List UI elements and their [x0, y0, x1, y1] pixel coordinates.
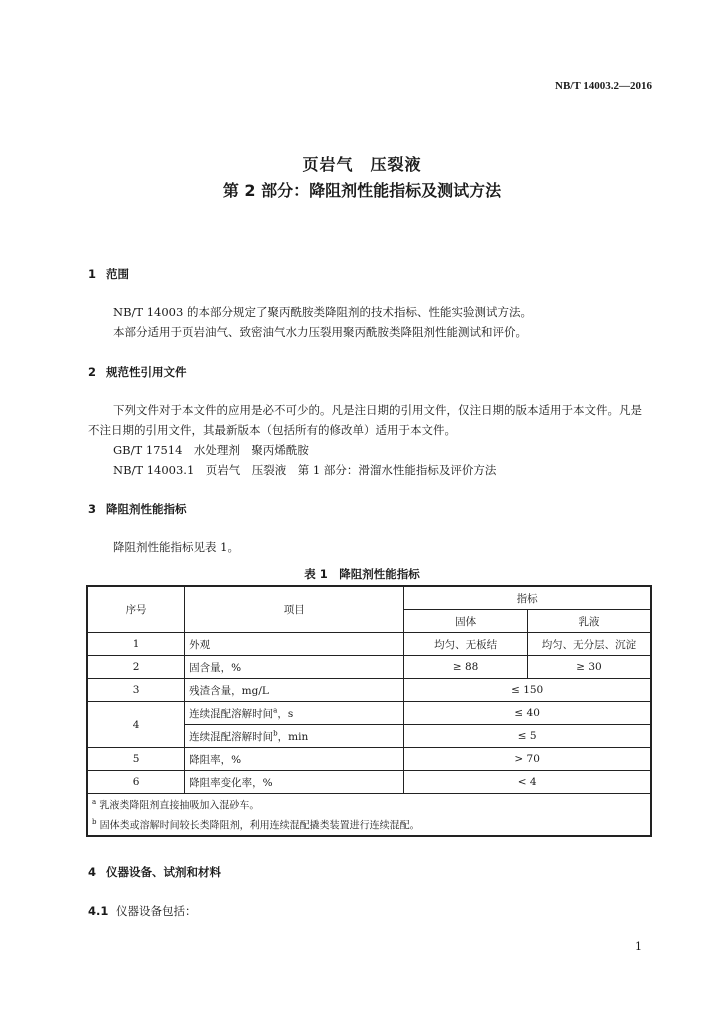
performance-table: [86, 585, 652, 837]
row-merged-value: ≤ 150: [404, 679, 651, 702]
item-text: 连续混配溶解时间: [189, 707, 274, 720]
standard-number: NB/T 14003.2—2016: [555, 80, 652, 92]
note-mark: b: [92, 818, 97, 827]
item-text: 连续混配溶解时间: [189, 730, 274, 743]
subsection-text: 仪器设备包括：: [116, 904, 197, 918]
header-index: 指标: [404, 586, 651, 610]
note-text: 乳液类降阻剂直接抽吸加入混砂车。: [99, 800, 260, 812]
header-item: 项目: [185, 586, 404, 633]
table-row: [87, 679, 651, 702]
row-merged-value: > 70: [404, 748, 651, 771]
row-emulsion: 均匀、无分层、沉淀: [527, 633, 651, 656]
row-no: 5: [87, 748, 185, 771]
section-title: 降阻剂性能指标: [106, 502, 187, 516]
table-row: [87, 771, 651, 794]
section-1-paragraph-1: NB/T 14003 的本部分规定了聚丙酰胺类降阻剂的技术指标、性能实验测试方法。: [113, 305, 532, 319]
row-merged-value: < 4: [404, 771, 651, 794]
header-emulsion: 乳液: [527, 610, 651, 633]
table-row: [87, 656, 651, 679]
section-1-paragraph-2: 本部分适用于页岩油气、致密油气水力压裂用聚丙酰胺类降阻剂性能测试和评价。: [113, 325, 527, 339]
section-title: 范围: [106, 267, 129, 281]
note-text: 固体类或溶解时间较长类降阻剂，利用连续混配撬类装置进行连续混配。: [99, 820, 420, 832]
row-merged-value: ≤ 5: [404, 725, 651, 748]
reference-2: NB/T 14003.1 页岩气 压裂液 第 1 部分：滑溜水性能指标及评价方法: [113, 463, 497, 477]
table-caption: 表 1 降阻剂性能指标: [304, 567, 420, 581]
item-unit: ，s: [277, 707, 294, 720]
row-no: 3: [87, 679, 185, 702]
row-solid: ≥ 88: [404, 656, 528, 679]
footnote-ref: a: [273, 706, 278, 714]
reference-1: GB/T 17514 水处理剂 聚丙烯酰胺: [113, 443, 309, 457]
page-number: 1: [635, 940, 642, 953]
section-2-heading: [88, 364, 187, 380]
table-note: [92, 794, 646, 814]
row-emulsion: ≥ 30: [527, 656, 651, 679]
row-item: 降阻率变化率，%: [185, 771, 404, 794]
note-mark: a: [92, 798, 97, 806]
section-number: 2: [88, 365, 97, 379]
subsection-4-1: [88, 903, 197, 919]
row-item: 残渣含量，mg/L: [185, 679, 404, 702]
section-3-heading: [88, 501, 187, 517]
table-row: [87, 748, 651, 771]
section-number: 1: [88, 267, 97, 281]
row-merged-value: ≤ 40: [404, 702, 651, 725]
row-item: [185, 725, 404, 748]
section-title: 仪器设备、试剂和材料: [106, 865, 221, 879]
row-no: 4: [87, 702, 185, 748]
row-no: 6: [87, 771, 185, 794]
table-header-row: [87, 586, 651, 610]
section-1-heading: [88, 266, 129, 282]
doc-title-line2: 第 2 部分：降阻剂性能指标及测试方法: [222, 181, 502, 200]
table-note: [92, 814, 646, 834]
row-item: 固含量，%: [185, 656, 404, 679]
section-number: 3: [88, 502, 97, 516]
section-3-paragraph: 降阻剂性能指标见表 1。: [113, 540, 239, 554]
row-no: 2: [87, 656, 185, 679]
table-notes-row: [87, 794, 651, 836]
row-item: [185, 702, 404, 725]
section-title: 规范性引用文件: [106, 365, 187, 379]
row-item: 降阻率，%: [185, 748, 404, 771]
table-row: [87, 702, 651, 725]
section-4-heading: [88, 864, 221, 880]
item-unit: ，min: [277, 730, 309, 743]
doc-title-line1: 页岩气 压裂液: [302, 155, 422, 174]
row-solid: 均匀、无板结: [404, 633, 528, 656]
table-row: [87, 633, 651, 656]
subsection-number: 4.1: [88, 904, 109, 918]
section-2-paragraph: 下列文件对于本文件的应用是必不可少的。凡是注日期的引用文件，仅注日期的版本适用于本文件。凡是不注日期的引用文件，其最新版本（包括所有的修改单）适用于本文件。: [88, 403, 642, 437]
section-number: 4: [88, 865, 97, 879]
header-no: 序号: [87, 586, 185, 633]
row-no: 1: [87, 633, 185, 656]
table-notes: [87, 794, 651, 836]
row-item: 外观: [185, 633, 404, 656]
footnote-ref: b: [273, 729, 278, 737]
header-solid: 固体: [404, 610, 528, 633]
